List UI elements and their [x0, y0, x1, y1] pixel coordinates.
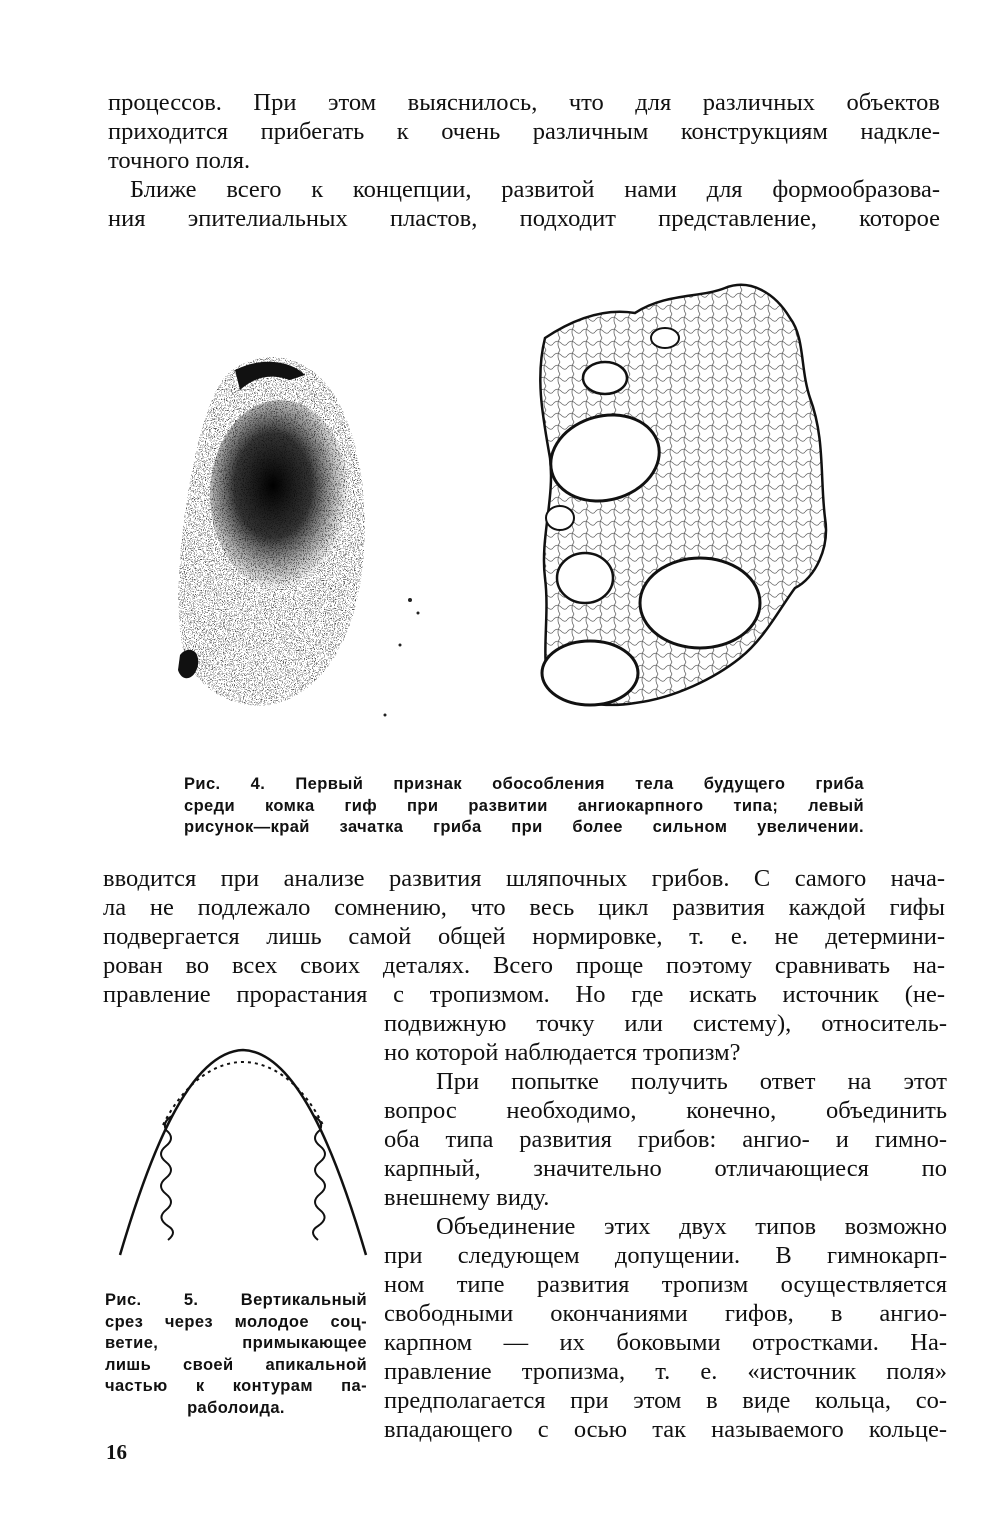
text-line: свободными окончаниями гифов, в ангио- [384, 1300, 947, 1327]
figure-5-drawing [108, 1040, 378, 1265]
vacuole [651, 328, 679, 348]
paraboloid-outline [120, 1050, 366, 1255]
text-line: Ближе всего к концепции, развитой нами для формообразова- [130, 176, 940, 203]
text-line: ла не подлежало сомнению, что весь цикл развития каждой гифы [103, 894, 945, 921]
caption-line: раболоида. [187, 1398, 285, 1417]
caption-line: лишь своей апикальной [105, 1355, 367, 1374]
text-line: правление тропизма, т. е. «источник поля» [384, 1358, 947, 1385]
caption-line: среди комка гиф при развитии ангиокарпного типа; левый [184, 796, 864, 815]
vacuole [583, 362, 627, 394]
text-line: внешнему виду. [384, 1184, 550, 1211]
caption-line: частью к контурам па- [105, 1377, 367, 1395]
top-paragraph [108, 88, 940, 233]
right-column-text [384, 1009, 947, 1444]
text-line: рован во всех своих деталях. Всего проще поэтому сравнивать на- [103, 952, 945, 979]
caption-line: Рис. 5. Вертикальный [105, 1291, 367, 1309]
text-line: оба типа развития грибов: ангио- и гимно- [384, 1126, 947, 1153]
dense-core [210, 400, 350, 590]
text-line: но которой наблюдается тропизм? [384, 1039, 741, 1066]
figure-4-caption [184, 774, 864, 839]
text-line: Объединение этих двух типов возможно [436, 1213, 947, 1240]
figure-5-caption [105, 1290, 367, 1419]
text-line: ния эпителиальных пластов, подходит представление, которое [108, 205, 940, 232]
middle-paragraph [103, 864, 945, 1009]
caption-line: срез через молодое соц- [105, 1312, 367, 1331]
vacuole [640, 558, 760, 648]
text-line: вопрос необходимо, конечно, объединить [384, 1097, 947, 1124]
text-line: впадающего с осью так называемого кольце- [384, 1416, 947, 1443]
vacuole [557, 553, 613, 603]
figure-4-left-micrograph [170, 345, 440, 725]
text-line: вводится при анализе развития шляпочных грибов. С самого нача- [103, 865, 945, 892]
caption-line: Рис. 4. Первый признак обособления тела будущего гриба [184, 775, 864, 793]
text-line: карпном — их боковыми отростками. На- [384, 1329, 947, 1356]
text-line: приходится прибегать к очень различным конструкциям надкле- [108, 118, 940, 145]
text-line: процессов. При этом выяснилось, что для различных объектов [108, 89, 940, 116]
caption-line: ветие, примыкающее [105, 1334, 367, 1352]
text-line: При попытке получить ответ на этот [436, 1068, 947, 1095]
text-line: подвижную точку или систему), относитель- [384, 1010, 947, 1037]
vacuole [542, 641, 638, 705]
hyphae-fringe [163, 1062, 323, 1125]
text-line: точного поля. [108, 147, 251, 174]
figure-4-right-drawing [525, 278, 835, 718]
vacuole [546, 506, 574, 530]
caption-line: рисунок—край зачатка гриба при более сильном увеличении. [184, 818, 864, 836]
page-number: 16 [106, 1440, 127, 1464]
text-line: при следующем допущении. В гимнокарп- [384, 1242, 947, 1269]
text-line: карпный, значительно отличающиеся по [384, 1155, 947, 1182]
text-line: подвергается лишь самой общей нормировке, т. е. не детермини- [103, 923, 945, 950]
text-line: правление прорастания с тропизмом. Но где искать источник (не- [103, 981, 945, 1008]
text-line: предполагается при этом в виде кольца, со- [384, 1387, 947, 1414]
text-line: ном типе развития тропизм осуществляется [384, 1271, 947, 1298]
